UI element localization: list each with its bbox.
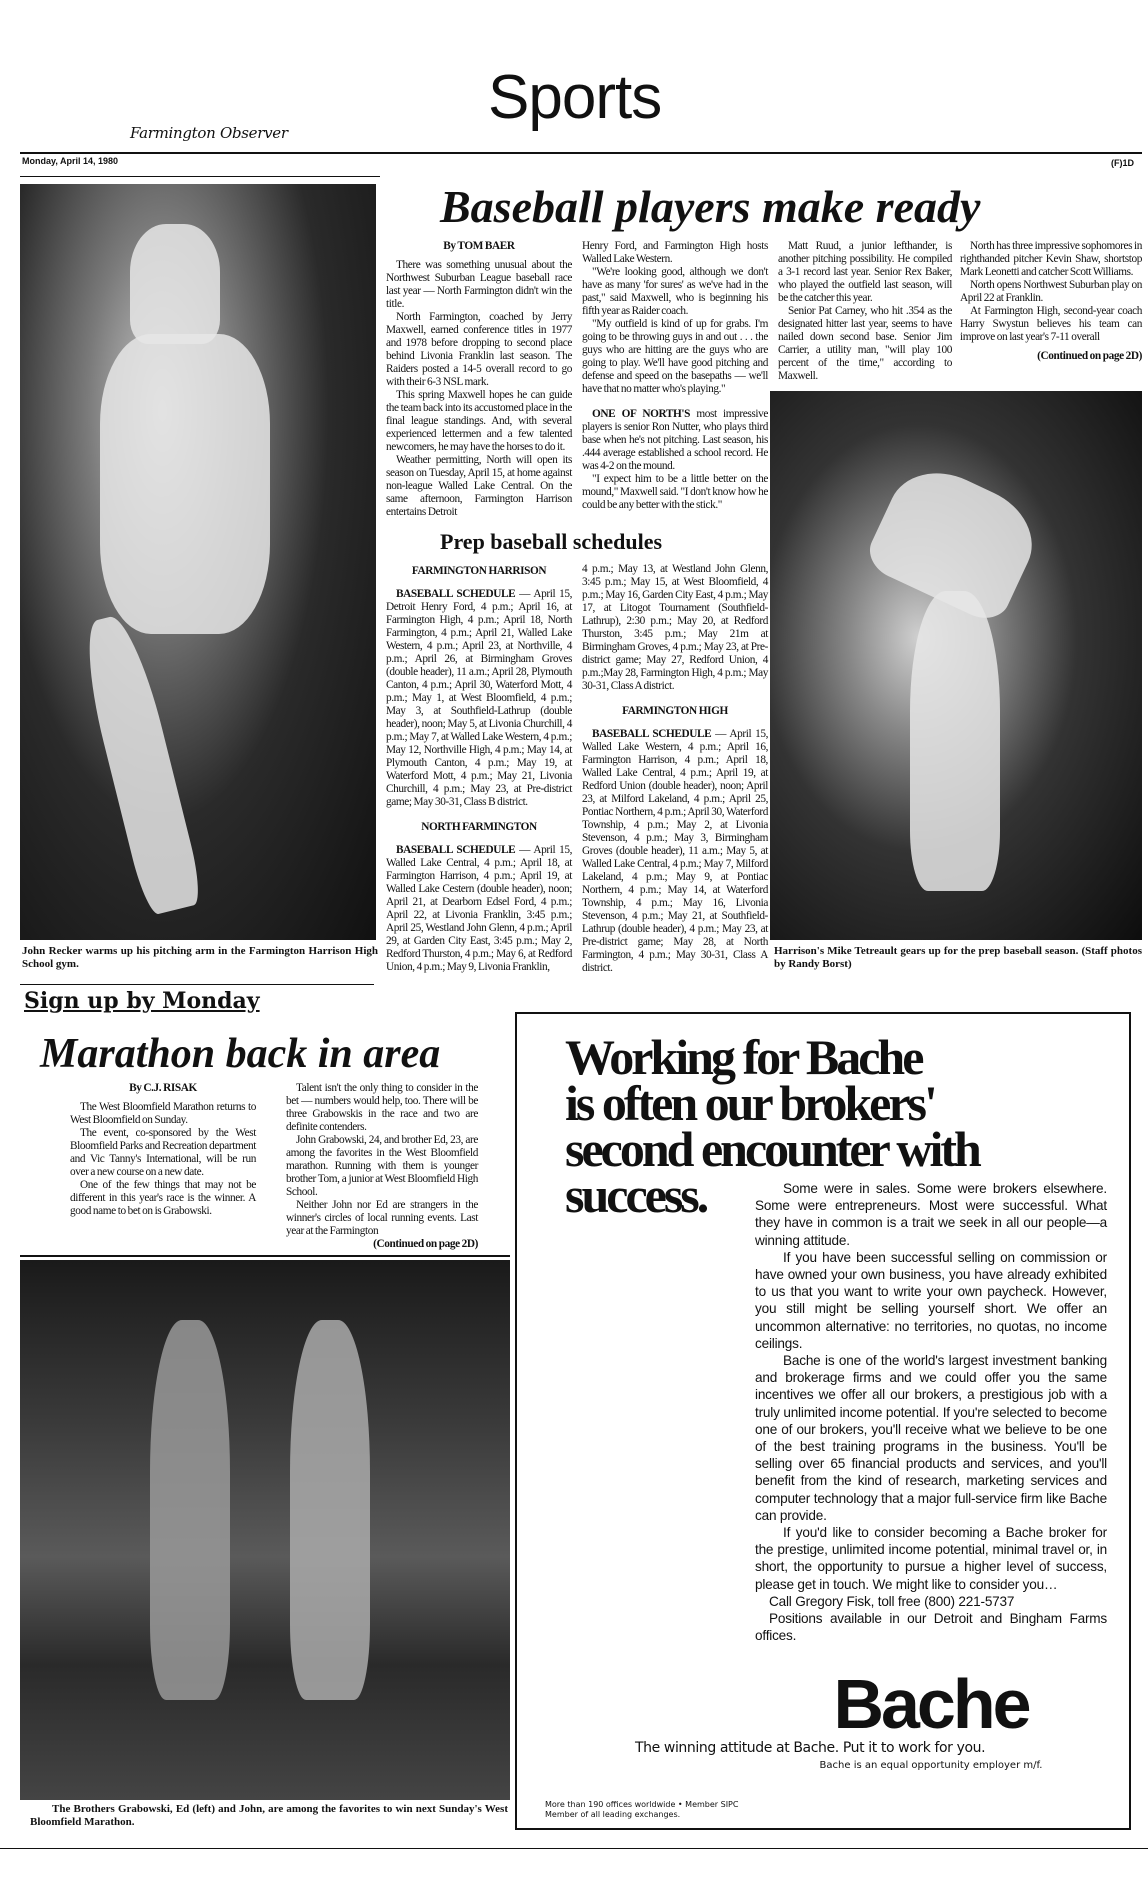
byline: By C.J. RISAK — [129, 1082, 197, 1094]
photo-caption: John Recker warms up his pitching arm in the Farmington Harrison High School gym. — [22, 945, 378, 970]
team-heading: FARMINGTON HARRISON — [411, 565, 547, 577]
schedule-label: BASEBALL SCHEDULE — [396, 844, 516, 856]
article-column-4 — [960, 240, 1142, 363]
marathon-section — [20, 1082, 510, 1800]
bache-logo: Bache — [833, 1665, 1029, 1744]
marathon-column-1 — [70, 1082, 256, 1218]
page-number: (F)1D — [1111, 158, 1134, 168]
paragraph: most impressive players is senior Ron Nutter, who plays third base when he's not pitching. Last season, his .444 average established a school record. He was 4-2 on the mound. — [582, 408, 768, 472]
schedule-text: — April 15, Detroit Henry Ford, 4 p.m.; April 16, at Farmington High, 4 p.m.; April 18, North Farmington, 4 p.m.; April 21, Walled Lake Western, 4 p.m.; April 23, at Northville, 4 p.m.; April 26, at Birmingham Groves (double header), 11 a.m.; April 28, Plymouth Canton, 4 p.m.; April 30, Waterford Mott, 4 p.m.; May 1, at West Bloomfield, 4 p.m.; May 3, at Southfield-Lathrup (double header), noon; May 5, at Livonia Churchill, 4 p.m.; May 7, at Walled Lake Western, 4 p.m.; May 12, Northville High, 4 p.m.; May 14, at Plymouth Canton, 4 p.m.; May 19, at Waterford Mott, 4 p.m.; May 21, Livonia Churchill, 4 p.m.; May 23, at Pre-district game; May 30-31, Class B district. — [386, 588, 572, 808]
schedule-column-2 — [582, 563, 768, 975]
paragraph: If you'd like to consider becoming a Bache broker for the prestige, unlimited income potential, minimal travel or, in short, the opportunity to pursue a higher level of success, please get in touch. We might like to consider you… — [755, 1525, 1107, 1592]
paragraph: Senior Pat Carney, who hit .354 as the designated hitter last year, seems to have nailed down second base. Senior Jim Carrier, a utility man, "will play 100 percent of the time," according to Maxwell. — [778, 305, 952, 382]
ad-headline-line: success. — [565, 1167, 707, 1223]
schedule-text: 4 p.m.; May 13, at Westland John Glenn, 3:45 p.m.; May 15, at West Bloomfield, 4 p.m.; May 16, Garden City East, 4 p.m.; May 17, at Litogot Tournament (Southfield-Lathrup), 2:30 p.m.; May 20, at Redford Thurston, 3:45 p.m.; May 21m at Birmingham Groves, 4 p.m.; May 23, at Pre-district game; May 27, Redford Union, 4 p.m.;May 28, Farmington High, 4 p.m.; May 30-31, Class A district. — [582, 563, 768, 692]
paragraph: Matt Ruud, a junior lefthander, is another pitching possibility. He compiled a 3-1 record last year. Senior Rex Baker, who played the outfield last season, will be the catcher this year. — [778, 240, 952, 304]
team-heading: NORTH FARMINGTON — [421, 821, 537, 833]
paragraph: North opens Northwest Suburban play on April 22 at Franklin. — [960, 279, 1142, 304]
pitcher-photo-right — [770, 391, 1142, 940]
section-title: Sports — [488, 63, 662, 132]
marathon-headline: Marathon back in area — [40, 1031, 441, 1077]
schedules-title: Prep baseball schedules — [440, 529, 663, 554]
schedule-label: BASEBALL SCHEDULE — [592, 728, 712, 740]
ad-headline-line: second encounter with — [565, 1121, 979, 1177]
paragraph: "We're looking good, although we don't have as many 'for sures' as we've had in the past," said Maxwell, who is beginning his fifth year as Raider coach. — [582, 266, 768, 317]
paragraph: The event, co-sponsored by the West Bloomfield Parks and Recreation department and Vic Tanny's International, will be run over a new course on a new date. — [70, 1127, 256, 1178]
middle-section — [386, 240, 768, 975]
paragraph: This spring Maxwell hopes he can guide the team back into its accustomed place in the final league standings. And, with several experienced lettermen and a few talented newcomers, he may have the horses to do it. — [386, 389, 572, 453]
paragraph: John Grabowski, 24, and brother Ed, 23, are among the favorites in the West Bloomfield marathon. Running with them is younger brother Tom, a junior at West Bloomfield High School. — [286, 1134, 478, 1198]
equal-opportunity-note: Bache is an equal opportunity employer m/f. — [819, 1760, 1043, 1772]
footer-line: Member of all leading exchanges. — [545, 1810, 681, 1819]
paragraph: North Farmington, coached by Jerry Maxwell, earned conference titles in 1977 and 1978 before dropping to second place behind Livonia Franklin last season. The Raiders posted a 14-5 overall record to go with their 6-3 NSL mark. — [386, 311, 572, 388]
article-column-3 — [778, 240, 952, 383]
schedule-text: — April 15, Walled Lake Central, 4 p.m.; April 18, at Farmington Harrison, 4 p.m.; April 19, at Walled Lake Cestern (double header), noon; April 21, at Dearborn Edsel Ford, 4 p.m.; April 22, at Livonia Franklin, 3:45 p.m.; April 25, Westland John Glenn, 4 p.m.; April 29, at Garden City East, 3:45 p.m.; May 2, Redford Thurston, 4 p.m.; May 6, at Redford Union, 4 p.m.; May 9, Livonia Franklin, — [386, 844, 572, 973]
paragraph: "I expect him to be a little better on the mound," Maxwell said. "I don't know how he could be any better with the stick." — [582, 473, 768, 511]
divider — [20, 1255, 510, 1257]
paragraph: Neither John nor Ed are strangers in the winner's circles of local running events. Last year at the Farmington — [286, 1199, 478, 1237]
byline: By TOM BAER — [443, 240, 515, 252]
divider — [20, 984, 374, 985]
ad-footer — [545, 1800, 738, 1820]
newspaper-name: Farmington Observer — [130, 124, 288, 142]
team-heading: FARMINGTON HIGH — [622, 705, 728, 717]
ad-content — [635, 1180, 1107, 1772]
paragraph: North has three impressive sophomores in righthanded pitcher Kevin Shaw, shortstop Mark Leonetti and catcher Scott Williams. — [960, 240, 1142, 278]
continued-note: (Continued on page 2D) — [1037, 350, 1142, 362]
pitcher-photo-left — [20, 184, 376, 940]
contact-line: Call Gregory Fisk, toll free (800) 221-5737 — [769, 1593, 1015, 1609]
bache-advertisement — [515, 1012, 1131, 1830]
runners-photo — [20, 1260, 510, 1800]
paragraph: Weather permitting, North will open its season on Tuesday, April 15, at home against non-league Walled Lake Central. On the same afternoon, Farmington Harrison entertains Detroit — [386, 454, 572, 518]
schedule-label: BASEBALL SCHEDULE — [396, 588, 516, 600]
article-column-2 — [582, 240, 768, 512]
marathon-column-2 — [286, 1082, 478, 1251]
paragraph: The West Bloomfield Marathon returns to West Bloomfield on Sunday. — [70, 1101, 256, 1126]
paragraph: Some were in sales. Some were brokers elsewhere. Some were entrepreneurs. Most were successful. What they have in common is a trait we seek in all our people—a winning attitude. — [755, 1181, 1107, 1248]
issue-date: Monday, April 14, 1980 — [22, 156, 119, 166]
divider — [0, 1848, 1148, 1849]
paragraph: Talent isn't the only thing to consider in the bet — numbers would help, too. There will be three Grabowskis in the race and two are definite contenders. — [286, 1082, 478, 1133]
paragraph: At Farmington High, second-year coach Harry Swystun believes his team can improve on last year's 7-11 overall — [960, 305, 1142, 343]
divider — [20, 152, 1142, 154]
schedule-column-1 — [386, 561, 572, 974]
paragraph: Henry Ford, and Farmington High hosts Walled Lake Western. — [582, 240, 768, 265]
footer-line: More than 190 offices worldwide • Member SIPC — [545, 1800, 739, 1809]
ad-tagline: The winning attitude at Bache. Put it to work for you. — [635, 1740, 986, 1757]
paragraph: One of the few things that may not be different in this year's race is the winner. A good name to bet on is Grabowski. — [70, 1179, 256, 1217]
divider — [20, 176, 380, 177]
marathon-kicker: Sign up by Monday — [24, 988, 260, 1014]
positions-line: Positions available in our Detroit and Bingham Farms offices. — [755, 1611, 1107, 1644]
ad-headline-line: is often our brokers' — [565, 1075, 935, 1131]
paragraph: Bache is one of the world's largest investment banking and brokerage firms and we could offer you the same incentives we offer all our brokers, a prestigious job with a truly unlimited income potential. If you're selected to become one of our brokers, you'll receive what we believe to be one of the best training programs in the business. You'll be selling over 65 financial products and services, and you'll benefit from the kind of research, marketing services and computer technology that a major full-service firm like Bache can provide. — [755, 1353, 1107, 1523]
ad-headline-line: Working for Bache — [565, 1029, 922, 1085]
lead-in: ONE OF NORTH'S — [592, 408, 691, 420]
right-section — [770, 240, 1142, 940]
photo-caption: The Brothers Grabowski, Ed (left) and John, are among the favorites to win next Sunday's West Bloomfield Marathon. — [30, 1803, 508, 1828]
ad-body — [755, 1180, 1107, 1644]
article-headline: Baseball players make ready — [440, 181, 981, 232]
photo-caption: Harrison's Mike Tetreault gears up for the prep baseball season. (Staff photos by Randy Borst) — [774, 945, 1142, 970]
continued-note: (Continued on page 2D) — [373, 1238, 478, 1250]
schedule-text: — April 15, Walled Lake Western, 4 p.m.; April 16, Farmington Harrison, 4 p.m.; April 18, Walled Lake Central, 4 p.m.; April 19, at Redford Union (double header), noon; April 23, at Milford Lakeland, 4 p.m.; April 25, Pontiac Northern, 4 p.m.; April 30, Waterford Township, 4 p.m.; May 2, at Livonia Stevenson, 4 p.m.; May 3, Birmingham Groves (double header), 11 a.m.; May 5, at Walled Lake Central, 4 p.m.; May 7, Milford Lakeland, 4 p.m.; May 9, at Pontiac Northern, 4 p.m.; May 14, at Waterford Township, 4 p.m.; May 16, Livonia Stevenson, 4 p.m.; May 21, at Southfield-Lathrup (double header), 4 p.m.; May 23, at Pre-district game; May 28, at North Farmington, 4 p.m.; May 30-31, Class A district. — [582, 728, 768, 974]
paragraph: There was something unusual about the Northwest Suburban League baseball race last year — North Farmington didn't win the title. — [386, 259, 572, 310]
paragraph: "My outfield is kind of up for grabs. I'm going to be throwing guys in and out . . . the guys who are hitting are the guys who are going to play. We'll have good pitching and defense and speed on the basepaths — we'll have that no matter who's playing." — [582, 318, 768, 395]
paragraph: If you have been successful selling on commission or have owned your own business, you have already exhibited to us that you want to write your own paycheck. However, you still might be selling yourself short. We offer an uncommon alternative: no territories, no quotas, no income ceilings. — [755, 1249, 1107, 1351]
article-column-1 — [386, 240, 572, 519]
